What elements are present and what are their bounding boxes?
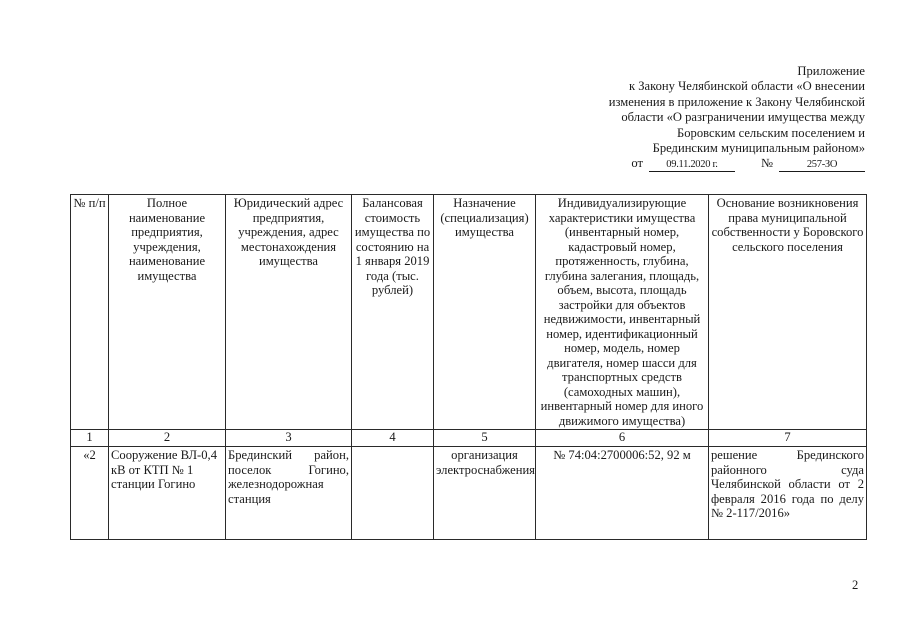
header-line: к Закону Челябинской области «О внесении (628, 79, 865, 94)
table-header-row (71, 195, 867, 430)
cell-basis: решение Брединского районного суда Челябинской области от 2 февраля 2016 года по делу № 2-117/2016» (709, 447, 867, 540)
property-table (70, 194, 867, 540)
header-line: Брединским муниципальным районом» (652, 141, 865, 156)
cell-name: Сооружение ВЛ-0,4 кВ от КТП № 1 станции Гогино (109, 447, 226, 540)
date-number-line (560, 156, 865, 171)
number-value: 257-ЗО (779, 159, 865, 172)
cell-address: Брединский район, поселок Гогино, железнодорожная станция (226, 447, 352, 540)
column-number: 4 (352, 430, 434, 447)
number-prefix: № (760, 156, 773, 171)
table-row (71, 447, 867, 540)
page-number: 2 (852, 578, 859, 592)
header-line: Приложение (797, 64, 865, 78)
document-header (560, 64, 865, 172)
cell-num: «2 (71, 447, 109, 540)
column-header: Назначение (специализация) имущества (434, 195, 536, 430)
cell-balance (352, 447, 434, 540)
column-number: 5 (434, 430, 536, 447)
date-prefix: от (631, 156, 643, 171)
column-number-row (71, 430, 867, 447)
column-header: № п/п (71, 195, 109, 430)
cell-characteristics: № 74:04:2700006:52, 92 м (536, 447, 709, 540)
header-line: Боровским сельским поселением и (677, 125, 865, 140)
column-header: Юридический адрес предприятия, учреждения, адрес местонахождения имущества (226, 195, 352, 430)
column-header: Индивидуализирующие характеристики имущества (инвентарный номер, кадастровый номер, протяженность, глубина, глубина залегания, площадь, объем, высота, площадь застройки для объектов недвижимости, инвентарный номер, идентификационный номер, модель, номер двигателя, номер шасси для транспортных средств (самоходных машин), инвентарный номер для иного движимого имущества) (536, 195, 709, 430)
column-number: 6 (536, 430, 709, 447)
column-header: Балансовая стоимость имущества по состоянию на 1 января 2019 года (тыс. рублей) (352, 195, 434, 430)
header-line: области «О разграничении имущества между (621, 110, 865, 125)
header-line: изменения в приложение к Закону Челябинской (608, 94, 865, 109)
column-number: 1 (71, 430, 109, 447)
column-number: 7 (709, 430, 867, 447)
cell-purpose: организация электроснабжения (434, 447, 536, 540)
column-header: Полное наименование предприятия, учреждения, наименование имущества (109, 195, 226, 430)
date-value: 09.11.2020 г. (649, 159, 735, 172)
column-number: 2 (109, 430, 226, 447)
column-number: 3 (226, 430, 352, 447)
column-header: Основание возникновения права муниципальной собственности у Боровского сельского поселения (709, 195, 867, 430)
